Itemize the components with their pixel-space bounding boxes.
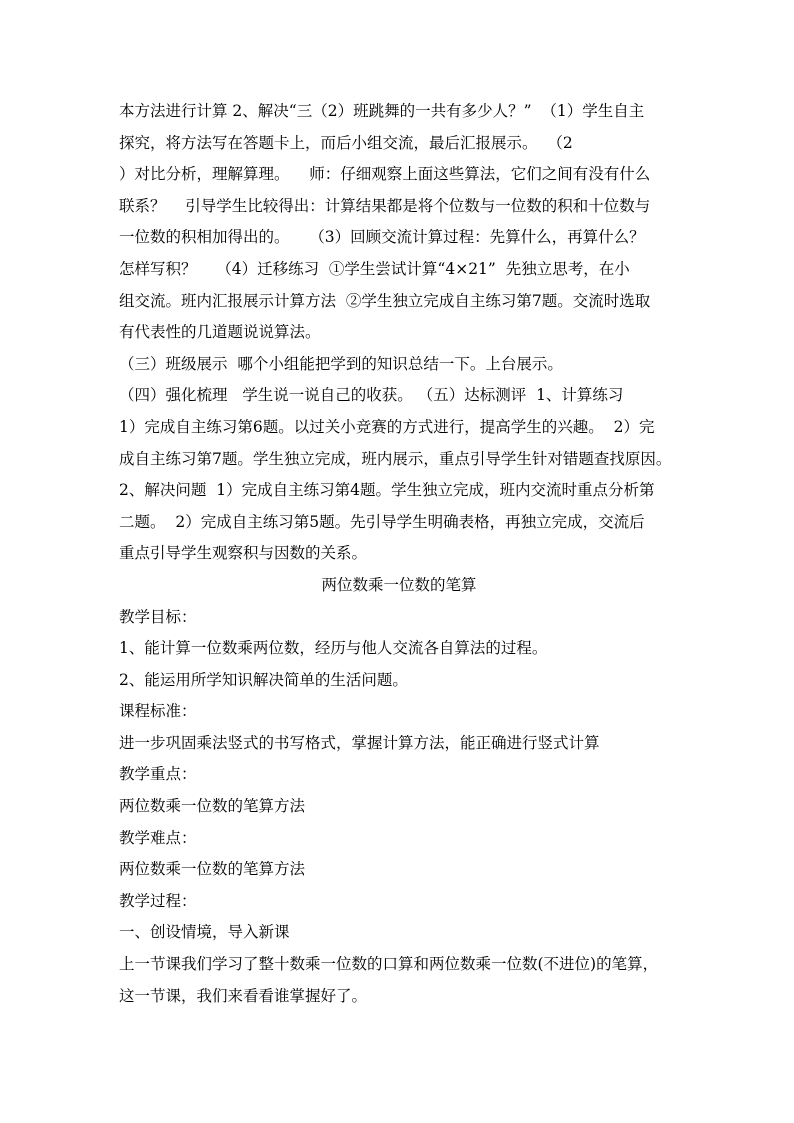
heading-teaching-goals: 教学目标： <box>119 607 197 626</box>
key-points-text: 两位数乘一位数的笔算方法 <box>119 797 306 816</box>
paragraph-line: 2、解决问题 1）完成自主练习第4题。学生独立完成，班内交流时重点分析第 <box>119 481 655 500</box>
paragraph-line: 重点引导学生观察积与因数的关系。 <box>119 544 368 563</box>
paragraph-line: 组交流。班内汇报展示计算方法 ②学生独立完成自主练习第7题。交流时选取 <box>119 291 651 310</box>
process-step-heading: 一、创设情境，导入新课 <box>119 923 290 942</box>
paragraph-line: （三）班级展示 哪个小组能把学到的知识总结一下。上台展示。 <box>119 354 563 373</box>
paragraph-line: 成自主练习第7题。学生独立完成，班内展示，重点引导学生针对错题查找原因。 <box>119 449 672 468</box>
paragraph-line: ）对比分析，理解算理。 师：仔细观察上面这些算法，它们之间有没有什么 <box>119 165 651 184</box>
goal-item: 1、能计算一位数乘两位数，经历与他人交流各自算法的过程。 <box>119 639 548 658</box>
paragraph-line: 有代表性的几道题说说算法。 <box>119 323 321 342</box>
curriculum-standard-text: 进一步巩固乘法竖式的书写格式，掌握计算方法，能正确进行竖式计算 <box>119 733 600 752</box>
goal-item: 2、能运用所学知识解决简单的生活问题。 <box>119 670 408 689</box>
paragraph-line: 一位数的积相加得出的。 （3）回顾交流计算过程：先算什么，再算什么？ <box>119 228 645 247</box>
section-title: 两位数乘一位数的笔算 <box>321 575 477 594</box>
difficulties-text: 两位数乘一位数的笔算方法 <box>119 860 306 879</box>
document-body <box>119 96 679 1012</box>
paragraph-line: 怎样写积？ （4）迁移练习 ①学生尝试计算“4×21” 先独立思考，在小 <box>119 259 630 278</box>
heading-key-points: 教学重点： <box>119 765 197 784</box>
heading-teaching-process: 教学过程： <box>119 891 197 910</box>
paragraph-line: 二题。 2）完成自主练习第5题。先引导学生明确表格，再独立完成，交流后 <box>119 512 645 531</box>
paragraph-line: 这一节课，我们来看看谁掌握好了。 <box>119 986 368 1005</box>
paragraph-line: （四）强化梳理 学生说一说自己的收获。 （五）达标测评 1、计算练习 <box>119 386 624 405</box>
paragraph-line: 1）完成自主练习第6题。以过关小竞赛的方式进行，提高学生的兴趣。 2）完 <box>119 417 655 436</box>
heading-difficulties: 教学难点： <box>119 828 197 847</box>
paragraph-line: 上一节课我们学习了整十数乘一位数的口算和两位数乘一位数(不进位)的笔算， <box>119 955 659 974</box>
paragraph-line: 联系？ 引导学生比较得出：计算结果都是将个位数与一位数的积和十位数与 <box>119 196 651 215</box>
paragraph-line: 探究，将方法写在答题卡上，而后小组交流，最后汇报展示。 （2 <box>119 133 573 152</box>
paragraph-line: 本方法进行计算 2、解决“三（2）班跳舞的一共有多少人？” （1）学生自主 <box>119 102 645 120</box>
heading-curriculum-standard: 课程标准： <box>119 702 197 721</box>
